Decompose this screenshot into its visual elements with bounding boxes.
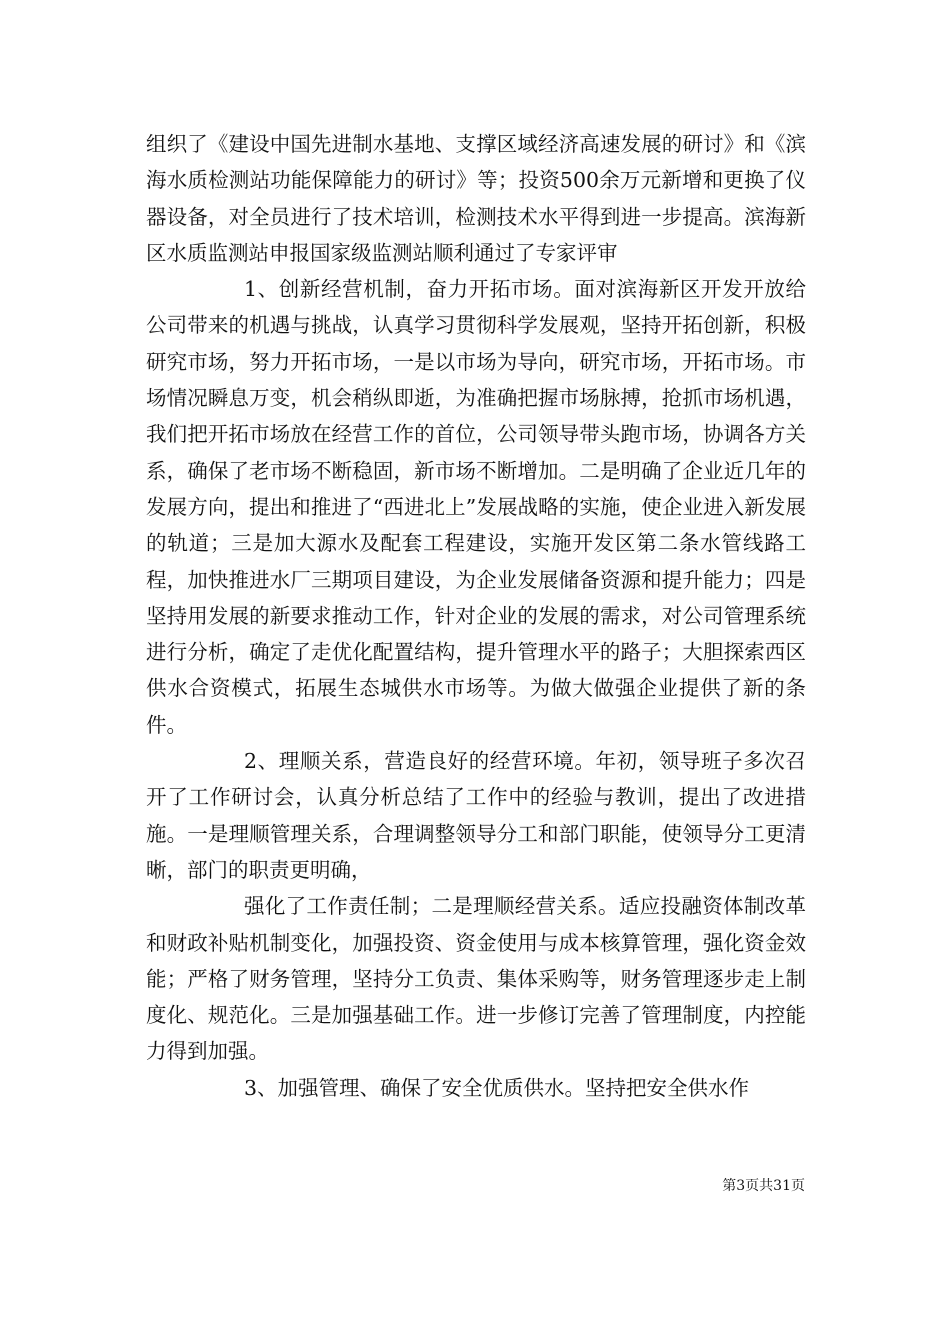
- page-number: 第3页共31页: [722, 1178, 805, 1194]
- paragraph-relations: 2、理顺关系，营造良好的经营环境。年初，领导班子多次召开了工作研讨会，认真分析总结了工作中的经验与教训，提出了改进措施。一是理顺管理关系，合理调整领导分工和部门职能，使领导分工更清晰，部门的职责更明确，: [146, 749, 806, 882]
- document-body: [146, 126, 806, 1106]
- paragraph-continued: 组织了《建设中国先进制水基地、支撑区域经济高速发展的研讨》和《滨海水质检测站功能保障能力的研讨》等；投资500余万元新增和更换了仪器设备，对全员进行了技术培训，检测技术水平得到进一步提高。滨海新区水质监测站申报国家级监测站顺利通过了专家评审: [146, 132, 806, 265]
- paragraph-responsibility: 强化了工作责任制；二是理顺经营关系。适应投融资体制改革和财政补贴机制变化，加强投资、资金使用与成本核算管理，强化资金效能；严格了财务管理，坚持分工负责、集体采购等，财务管理逐步走上制度化、规范化。三是加强基础工作。进一步修订完善了管理制度，内控能力得到加强。: [146, 894, 806, 1064]
- paragraph-market: 1、创新经营机制，奋力开拓市场。面对滨海新区开发开放给公司带来的机遇与挑战，认真学习贯彻科学发展观，坚持开拓创新，积极研究市场，努力开拓市场，一是以市场为导向，研究市场，开拓市场。市场情况瞬息万变，机会稍纵即逝，为准确把握市场脉搏，抢抓市场机遇，我们把开拓市场放在经营工作的首位，公司领导带头跑市场，协调各方关系，确保了老市场不断稳固，新市场不断增加。二是明确了企业近几年的发展方向，提出和推进了“西进北上”发展战略的实施，使企业进入新发展的轨道；三是加大源水及配套工程建设，实施开发区第二条水管线路工程，加快推进水厂三期项目建设，为企业发展储备资源和提升能力；四是坚持用发展的新要求推动工作，针对企业的发展的需求，对公司管理系统进行分析，确定了走优化配置结构，提升管理水平的路子；大胆探索西区供水合资模式，拓展生态城供水市场等。为做大做强企业提供了新的条件。: [146, 277, 806, 737]
- paragraph-safety: 3、加强管理、确保了安全优质供水。坚持把安全供水作: [244, 1075, 750, 1100]
